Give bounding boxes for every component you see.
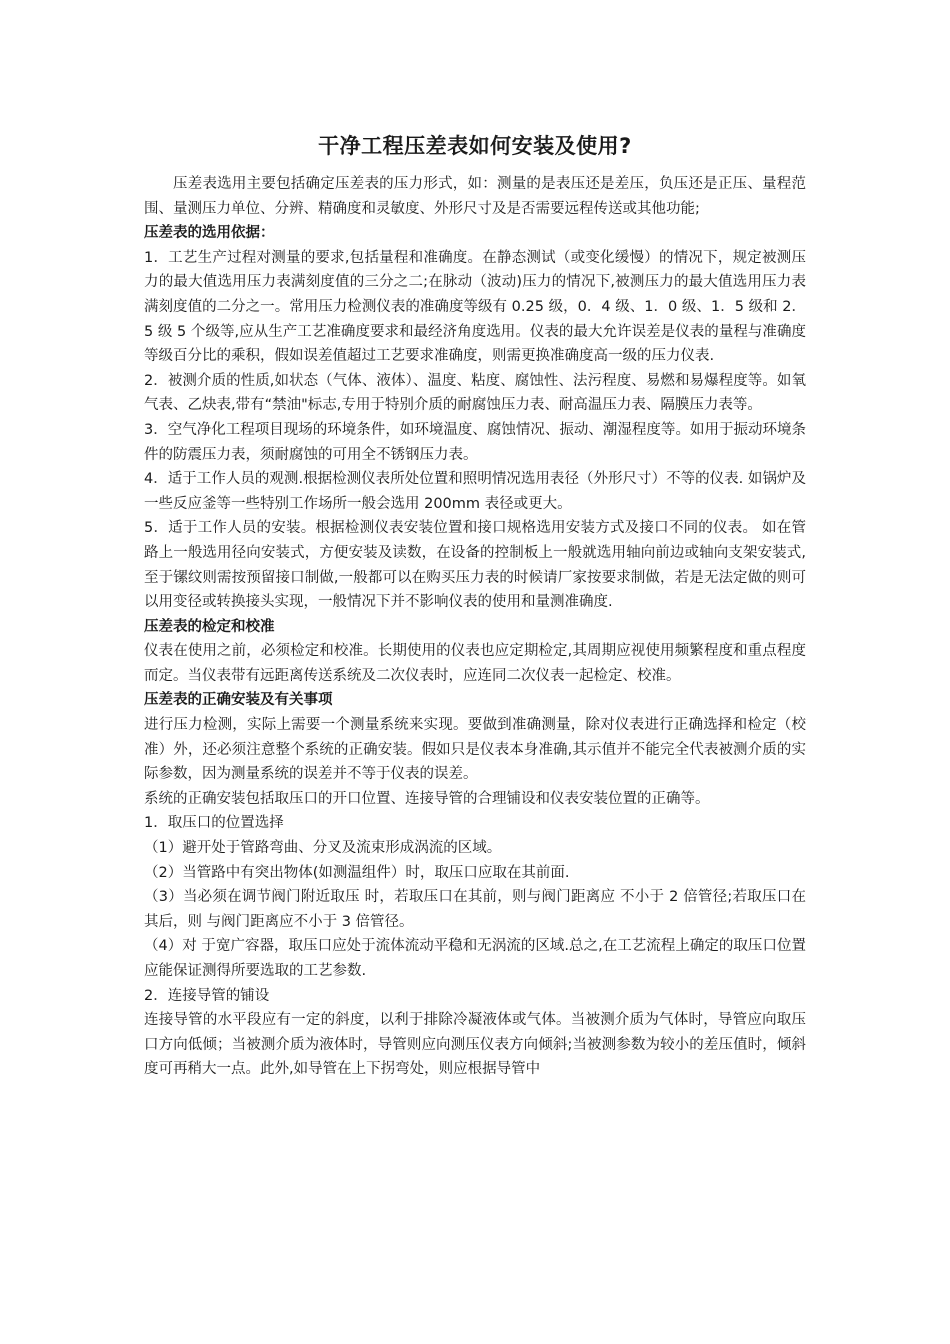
- selection-item-3: 3．空气净化工程项目现场的环境条件，如环境温度、腐蚀情况、振动、潮湿程度等。如用于振动环境条件的防震压力表，须耐腐蚀的可用全不锈钢压力表。: [144, 421, 806, 463]
- intro-paragraph: 压差表选用主要包括确定压差表的压力形式，如：测量的是表压还是差压，负压还是正压、量程范围、量测压力单位、分辨、精确度和灵敏度、外形尺寸及是否需要远程传送或其他功能;: [144, 176, 806, 217]
- selection-item-1: 1．工艺生产过程对测量的要求,包括量程和准确度。在静态测试（或变化缓慢）的情况下，规定被测压力的最大值选用压力表满刻度值的三分之二;在脉动（波动)压力的情况下,被测压力的最大值选用压力表满刻度值的二分之一。常用压力检测仪表的准确度等级有 0.25 级，0．4 级、1．0 级、1．5 级和 2．5 级 5 个级等,应从生产工艺准确度要求和最经济角度选用。仪表的最大允许误差是仪表的量程与准确度等级百分比的乘积，假如误差值超过工艺要求准确度，则需更换准确度高一级的压力仪表.: [144, 249, 806, 365]
- tap-rule-4: （4）对 于宽广容器，取压口应处于流体流动平稳和无涡流的区域.总之,在工艺流程上确定的取压口位置应能保证测得所要选取的工艺参数.: [144, 938, 806, 979]
- section-heading-selection-basis: 压差表的选用依据：: [144, 225, 275, 242]
- calibration-paragraph: 仪表在使用之前，必须检定和校准。长期使用的仪表也应定期检定,其周期应视使用频繁程度和重点程度而定。当仪表带有远距离传送系统及二次仪表时，应连同二次仪表一起检定、校准。: [144, 643, 806, 684]
- selection-item-2: 2．被测介质的性质,如状态（气体、液体）、温度、粘度、腐蚀性、法污程度、易燃和易爆程度等。如氧气表、乙炔表,带有“禁油"标志,专用于特别介质的耐腐蚀压力表、耐高温压力表、隔膜压力表等。: [144, 372, 806, 414]
- selection-item-4: 4．适于工作人员的观测.根据检测仪表所处位置和照明情况选用表径（外形尺寸）不等的仪表. 如锅炉及一些反应釜等一些特别工作场所一般会选用 200mm 表径或更大。: [144, 471, 806, 512]
- subheading-tap-position: 1．取压口的位置选择: [144, 815, 284, 832]
- installation-paragraph-1: 进行压力检测，实际上需要一个测量系统来实现。要做到准确测量，除对仪表进行正确选择和检定（校准）外，还必须注意整个系统的正确安装。假如只是仪表本身准确,其示值并不能完全代表被测介质的实际参数，因为测量系统的误差并不等于仪表的误差。: [144, 717, 806, 783]
- selection-item-5: 5．适于工作人员的安装。根据检测仪表安装位置和接口规格选用安装方式及接口不同的仪表。 如在管路上一般选用径向安装式，方便安装及读数，在设备的控制板上一般就选用轴向前边或轴向支架安装式,至于镙纹则需按预留接口制做,一般都可以在购买压力表的时候请厂家按要求制做，若是无法定做的则可以用变径或转换接头实现，一般情况下并不影响仪表的使用和量测准确度.: [144, 520, 806, 611]
- document-title: 干净工程压差表如何安装及使用?: [318, 134, 632, 158]
- installation-paragraph-2: 系统的正确安装包括取压口的开口位置、连接导管的合理铺设和仪表安装位置的正确等。: [144, 790, 710, 807]
- section-heading-calibration: 压差表的检定和校准: [144, 618, 275, 635]
- document-page: [144, 130, 806, 1082]
- section-heading-installation: 压差表的正确安装及有关事项: [144, 692, 333, 709]
- pipe-laying-paragraph: 连接导管的水平段应有一定的斜度，以利于排除冷凝液体或气体。当被测介质为气体时，导管应向取压口方向低倾；当被测介质为液体时，导管则应向测压仪表方向倾斜;当被测参数为较小的差压值时，倾斜度可再稍大一点。此外,如导管在上下拐弯处，则应根据导管中: [144, 1012, 806, 1078]
- subheading-pipe-laying: 2．连接导管的铺设: [144, 987, 270, 1004]
- tap-rule-1: （1）避开处于管路弯曲、分叉及流束形成涡流的区域。: [144, 840, 502, 857]
- tap-rule-2: （2）当管路中有突出物体(如测温组件）时，取压口应取在其前面.: [144, 864, 570, 881]
- tap-rule-3: （3）当必须在调节阀门附近取压 时，若取压口在其前，则与阀门距离应 不小于 2 倍管径;若取压口在其后，则 与阀门距离应不小于 3 倍管径。: [144, 889, 806, 930]
